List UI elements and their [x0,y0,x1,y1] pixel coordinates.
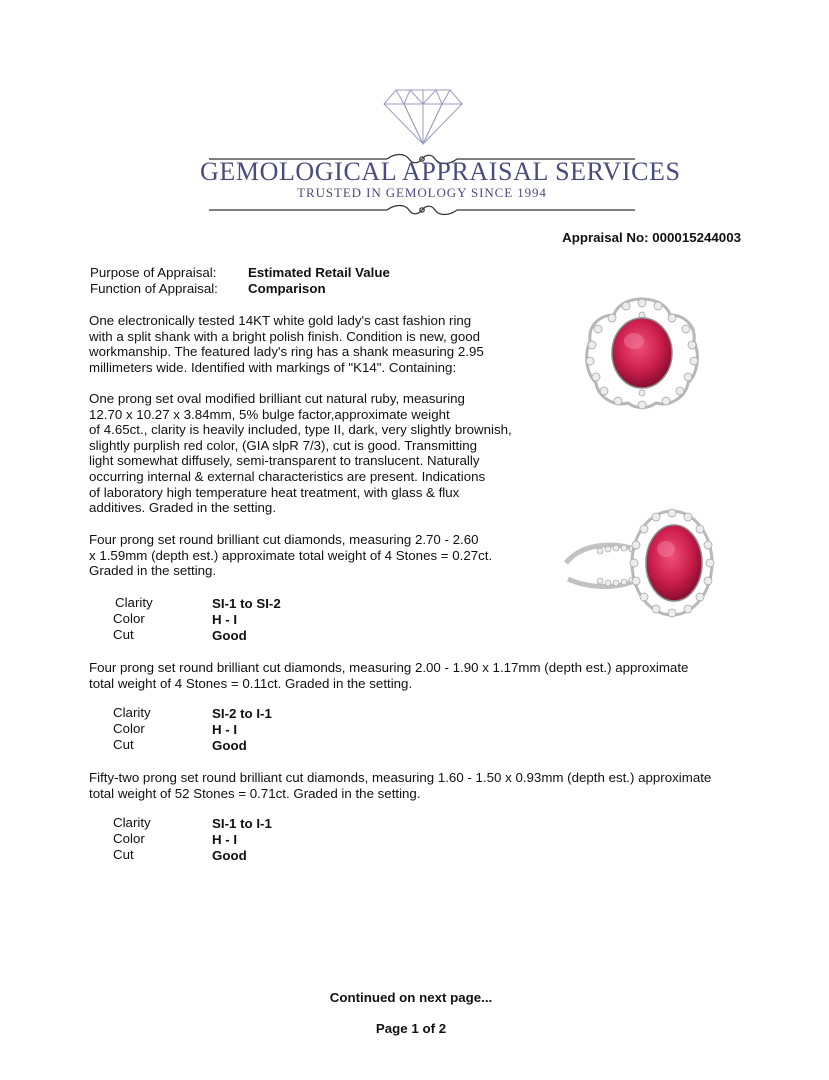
spec-color-value: H - I [212,612,238,627]
paragraph-line: One prong set oval modified brilliant cut natural ruby, measuring [89,391,465,406]
spec-color-value: H - I [212,832,238,847]
paragraph-line: Four prong set round brilliant cut diamonds, measuring 2.70 - 2.60 [89,532,479,547]
spec-color-value: H - I [212,722,238,737]
ring-side-view-image [560,505,716,633]
continued-note: Continued on next page... [329,990,493,1005]
spec-color-label: Color [113,831,145,846]
spec-clarity-label: Clarity [113,705,151,720]
spec-clarity-value: SI-1 to SI-2 [212,596,281,611]
paragraph-line: occurring internal & external characteristics are present. Indications [89,468,486,484]
spec-cut-label: Cut [113,627,134,642]
spec-cut-value: Good [212,738,247,753]
brand-tagline: TRUSTED IN GEMOLOGY SINCE 1994 [297,185,547,200]
paragraph-line: additives. Graded in the setting. [89,500,277,516]
function-value: Comparison [248,281,326,296]
spec-clarity-value: SI-1 to I-1 [212,816,272,831]
paragraph-line: millimeters wide. Identified with markings of "K14". Containing: [89,359,457,375]
paragraph-line: light somewhat diffusely, semi-transparent to translucent. Naturally [89,453,480,469]
ring-top-view-image [578,293,706,413]
paragraph-line: workmanship. The featured lady's ring has a shank measuring 2.95 [89,344,484,360]
purpose-value: Estimated Retail Value [248,265,390,280]
spec-color-label: Color [113,611,145,626]
paragraph-line: total weight of 4 Stones = 0.11ct. Graded in the setting. [89,675,413,691]
paragraph-line: Graded in the setting. [89,563,217,579]
spec-color-label: Color [113,721,145,736]
paragraph-line: Fifty-two prong set round brilliant cut diamonds, measuring 1.60 - 1.50 x 0.93mm (depth est.) approximate [89,770,712,785]
decorative-rule-bottom [209,202,635,218]
paragraph-line: Four prong set round brilliant cut diamonds, measuring 2.00 - 1.90 x 1.17mm (depth est.) approximate [89,660,689,675]
spec-cut-value: Good [212,628,247,643]
diamond-group-3-description [89,770,711,801]
paragraph-line: of 4.65ct., clarity is heavily included, type II, dark, very slightly brownish, [89,422,512,438]
spec-clarity-label: Clarity [115,595,153,610]
ruby-description [89,391,512,516]
spec-cut-label: Cut [113,737,134,752]
paragraph-line: total weight of 52 Stones = 0.71ct. Graded in the setting. [89,785,421,801]
ring-description [89,313,484,375]
spec-clarity-value: SI-2 to I-1 [212,706,272,721]
brand-name: GEMOLOGICAL APPRAISAL SERVICES [200,157,681,186]
diamond-group-2-description [89,660,688,691]
diamond-group-1-description [89,532,492,579]
page-number: Page 1 of 2 [375,1021,447,1036]
spec-cut-label: Cut [113,847,134,862]
paragraph-line: slightly purplish red color, (GIA slpR 7/3), cut is good. Transmitting [89,437,477,453]
paragraph-line: of laboratory high temperature heat treatment, with glass & flux [89,484,460,500]
paragraph-line: One electronically tested 14KT white gold lady's cast fashion ring [89,313,472,328]
function-label: Function of Appraisal: [90,281,218,296]
spec-cut-value: Good [212,848,247,863]
diamond-logo-icon [382,88,464,146]
purpose-label: Purpose of Appraisal: [90,265,217,280]
paragraph-line: x 1.59mm (depth est.) approximate total weight of 4 Stones = 0.27ct. [89,547,493,563]
paragraph-line: 12.70 x 10.27 x 3.84mm, 5% bulge factor,approximate weight [89,406,450,422]
paragraph-line: with a split shank with a bright polish finish. Condition is new, good [89,328,480,344]
spec-clarity-label: Clarity [113,815,151,830]
appraisal-number: Appraisal No: 000015244003 [562,230,741,245]
